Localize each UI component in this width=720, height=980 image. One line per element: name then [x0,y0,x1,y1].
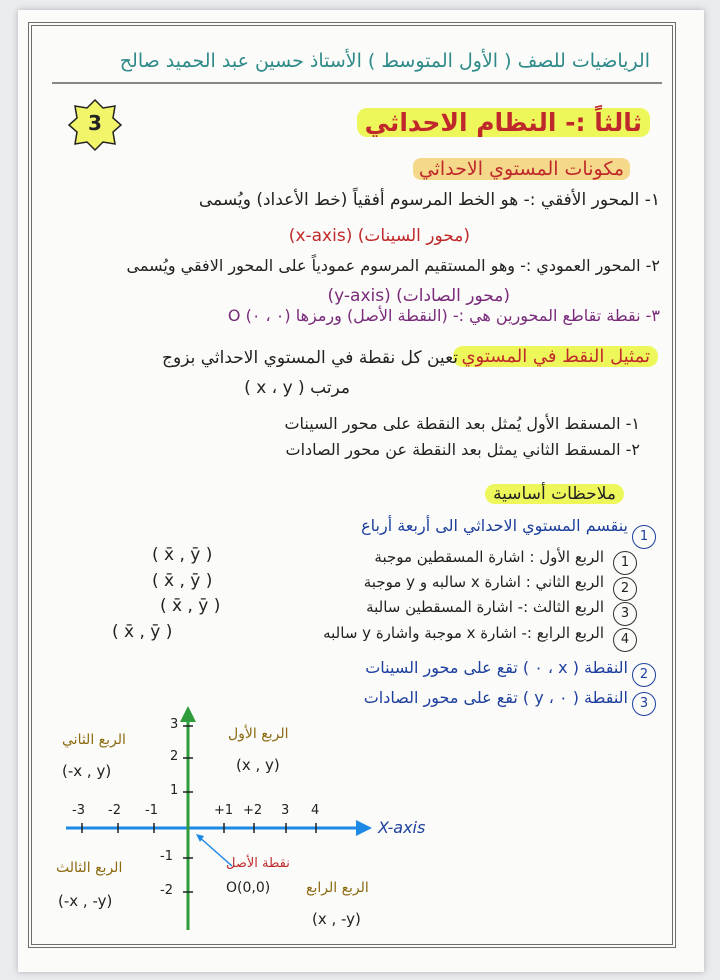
x-tick-label: 3 [281,803,290,818]
quadrant3-text: الربع الثالث :- اشارة المسقطين سالبة [366,598,604,616]
note1-circle: 1 [632,525,656,549]
y-tick-label: 2 [170,749,179,764]
x-tick-label: +2 [243,803,263,818]
notes-heading: ملاحظات أساسية [485,484,624,504]
x-tick-label: 4 [311,803,320,818]
plotting-heading: تمثيل النقط في المستوي [453,346,658,367]
quadrant4-text: الربع الرابع :- اشارة x موجبة واشارة y سالبه [323,624,604,642]
item3-line1: ٣- نقطة تقاطع المحورين هي :- (النقطة الأصل) ورمزها (٠ ، ٠) O [227,306,660,325]
quadrant2-coord: (-x , y) [62,762,112,780]
x-tick-label: -3 [72,803,85,818]
origin-label: نقطة الأصل [226,856,290,871]
item2-line2: (محور الصادات) (y-axis) [327,286,510,306]
quadrant2-sign: ( x̄ , ȳ ) [152,571,213,591]
quadrant1-coord: (x , y) [236,756,280,774]
note3-text: النقطة ( ٠ ، y ) تقع على محور الصادات [363,688,628,707]
quadrant3-label: الربع الثالث [56,860,123,876]
origin-coord: O(0,0) [226,880,271,896]
note2-circle: 2 [632,663,656,687]
quadrant2-circle: 2 [613,577,637,601]
y-tick-label: 1 [170,783,179,798]
quadrant1-text: الربع الأول : اشارة المسقطين موجبة [374,548,604,566]
note3-circle: 3 [632,692,656,716]
quadrant1-label: الربع الأول [228,726,289,742]
quadrant4-sign: ( x̄ , ȳ ) [112,622,173,642]
plotting-rule2: ٢- المسقط الثاني يمثل بعد النقطة عن محور الصادات [285,440,640,459]
quadrant1-circle: 1 [613,551,637,575]
quadrant4-label: الربع الرابع [306,880,369,896]
quadrant2-text: الربع الثاني : اشارة x سالبه و y موجبة [363,573,604,591]
y-axis-arrow [180,706,196,722]
plotting-rule1: ١- المسقط الأول يُمثل بعد النقطة على محور السينات [284,414,640,433]
section-title: ثالثاً :- النظام الاحداثي [357,108,650,137]
x-tick-label: -2 [108,803,121,818]
quadrant3-sign: ( x̄ , ȳ ) [160,596,221,616]
item1-line2: (محور السينات) (x-axis) [288,226,470,246]
components-heading: مكونات المستوي الاحداثي [413,158,630,180]
x-tick-label: -1 [145,803,158,818]
quadrant3-coord: (-x , -y) [58,892,113,910]
quadrant2-label: الربع الثاني [62,732,126,748]
note1-text: ينقسم المستوي الاحداثي الى أربعة أرباع [361,516,628,535]
x-axis-arrow [356,820,372,836]
quadrant1-sign: ( x̄ , ȳ ) [152,545,213,565]
quadrant4-circle: 4 [613,628,637,652]
quadrant4-coord: (x , -y) [312,910,361,928]
y-tick-label: -1 [160,849,173,864]
quadrant3-circle: 3 [613,602,637,626]
item2-line1: ٢- المحور العمودي :- وهو المستقيم المرسوم عمودياً على المحور الافقي ويُسمى [126,256,660,275]
plotting-line2: مرتب ( x ، y ) [244,378,350,398]
x-axis-label: X-axis [378,818,426,837]
plotting-line1: تعين كل نقطة في المستوي الاحداثي بزوج [162,348,458,368]
page-number: 3 [88,111,102,135]
y-tick-label: -2 [160,883,173,898]
y-tick-label: 3 [170,717,179,732]
x-tick-label: +1 [214,803,234,818]
note2-text: النقطة ( x ، ٠ ) تقع على محور السينات [365,658,628,677]
item1-line1: ١- المحور الأفقي :- هو الخط المرسوم أفقياً (خط الأعداد) ويُسمى [198,190,660,210]
header-title: الرياضيات للصف ( الأول المتوسط ) الأستاذ حسين عبد الحميد صالح [119,50,650,72]
